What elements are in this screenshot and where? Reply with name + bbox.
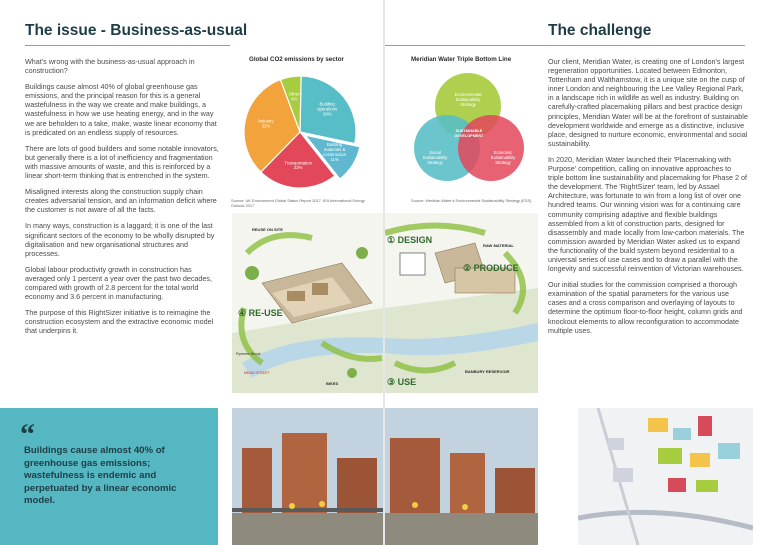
right-paragraph: In 2020, Meridian Water launched their 'Placemaking with Purpose' competition, calling on innovative approaches to triple bottom line sustainability and placemaking for Phase 2 of the development. The 'RightSizer' team, led by Assael Architecture, was fortunate to win from a long list of over one hundred teams. Our winning vision was for a continuing care community comprising adaptive and flexible buildings assembled from a kit of construction parts, designed for disassembly and made locally from low-carbon materials. The commission awarded by Meridian Water asked us to expand the functionality of the build system beyond residential to a universal series of use cases and to draw a parallel with the longevity and successful reinvention of Victorian warehouses. (548, 154, 747, 274)
right-paragraph: Our initial studies for the commission comprised a thorough examination of the spatial parameters for the various use cases and a cross comparison and overlaying of layouts to determine the optimum floor-to-floor height, column grids and knockout elements to allow reconfiguration to accommodate multiple uses. (548, 280, 743, 335)
pie-slice-label: Industry 32% (258, 118, 274, 129)
pie-slice-label: Building materials & construction 11% (323, 142, 347, 162)
right-body (548, 57, 748, 342)
diagram-label-raw-material: RAW MATERIAL (483, 243, 514, 248)
venn-title: Meridian Water Triple Bottom Line (411, 56, 512, 63)
venn-label-economic: Economic Sustainability Strategy (490, 150, 516, 165)
left-paragraph: Global labour productivity growth in construction has averaged only 1 percent a year over the past two decades, compared with growth of 2.8 percent for the total world economy and 3.6 percent in manufacturing. (25, 264, 212, 302)
left-paragraph: Buildings cause almost 40% of global greenhouse gas emissions, and the principal reason for this is a general wastefulness in the way we create and make buildings, a wastefulness in how we use heating energy, and in the way we are beholden to a take, make, waste linear economy that is predicated on an endless supply of resources. (25, 82, 217, 137)
diagram-illustration (232, 213, 383, 393)
construction-photo-left (232, 408, 383, 545)
pie-slice-label: Other 6% (288, 91, 300, 102)
left-heading: The issue - Business-as-usual (25, 22, 248, 39)
circular-economy-diagram-left (232, 213, 383, 393)
pie-chart-source: Source: UK Environment Global Status Report 2017: IEA International Energy Outlook 2017 (231, 198, 365, 208)
quote-mark: “ (20, 418, 35, 451)
right-paragraph: Our client, Meridian Water, is creating one of London's largest regeneration opportunities. Located between Edmonton, Tottenham and Walthamstow, it is a unique site on the cusp of inner London and neighbouring the Lee Valley Regional Park, in a landscape rich in wildlife as well as industry. Building on carefully-crafted placemaking pillars and best practice design principles, Meridian Water will be at the forefront of sustainable development worldwide and emerge as a distinctive, inclusive place, designed to nurture economic, environmental and social sustainability. (548, 57, 748, 148)
diagram-label-reuse: ④ RE-USE (238, 308, 283, 318)
site-plan-map (578, 408, 753, 545)
left-page (0, 0, 383, 545)
left-paragraph: Misaligned interests along the construction supply chain creates adversarial tension, and an information deficit where the customer is not aware of all the facts. (25, 187, 217, 215)
diagram-label-produce: ② PRODUCE (463, 263, 519, 273)
pie-chart (230, 64, 370, 200)
venn-label-environmental: Environmental Sustainability Strategy (454, 92, 482, 107)
left-paragraph: What's wrong with the business-as-usual approach in construction? (25, 57, 195, 76)
left-paragraph: In many ways, construction is a laggard; it is one of the last significant sectors of the economy to be wholly disrupted by digitalisation and new organisational structures and processes. (25, 221, 215, 258)
venn-circle-economic (458, 115, 524, 181)
right-heading: The challenge (548, 22, 652, 39)
pie-chart-title: Global CO2 emissions by sector (249, 56, 344, 63)
diagram-label-pymmes: Pymmes Brook (236, 352, 261, 356)
diagram-label-design: ① DESIGN (387, 235, 433, 245)
right-page (385, 0, 768, 545)
left-paragraph: The purpose of this RightSizer initiative is to reimagine the construction ecosystem and the extractive economic model that underpins it. (25, 308, 214, 336)
construction-photo (232, 408, 383, 545)
pie-slice-label: Building operations 28% (317, 101, 338, 117)
diagram-label-mead: MEAD STREET (244, 371, 270, 375)
venn-center-label: SUSTAINABLE DEVELOPMENT (454, 129, 484, 138)
pie-slice-label: Transportation 22% (284, 160, 312, 171)
left-body (25, 57, 223, 342)
venn-source: Source: Meridian Water's Environmental Sustainability Strategy (ESS) (411, 198, 532, 203)
diagram-label-reuse-on-site: REUSE ON SITE (252, 227, 283, 232)
diagram-illustration-right (385, 213, 538, 393)
circular-economy-diagram-right (385, 213, 538, 393)
venn-diagram (395, 64, 545, 199)
diagram-label-banbury: BANBURY RESERVOIR (465, 369, 510, 374)
diagram-label-bikes: BIKES (326, 381, 339, 386)
pull-quote: Buildings cause almost 40% of greenhouse gas emissions; wastefulness is endemic and perpetuated by a linear economic model. (24, 445, 177, 506)
left-paragraph: There are lots of good builders and some notable innovators, but generally there is a lot of inefficiency and fragmentation with massive amounts of waste, and this is reinforced by a linear short-term thinking that is entrenched in the system. (25, 143, 219, 181)
venn-label-social: Social Sustainability Strategy (422, 150, 448, 165)
right-heading-rule (385, 45, 745, 46)
construction-photo-right (385, 408, 538, 545)
construction-photo-right-art (385, 408, 538, 545)
diagram-label-use: ③ USE (387, 377, 417, 387)
left-heading-rule (25, 45, 230, 46)
site-plan-art (578, 408, 753, 545)
